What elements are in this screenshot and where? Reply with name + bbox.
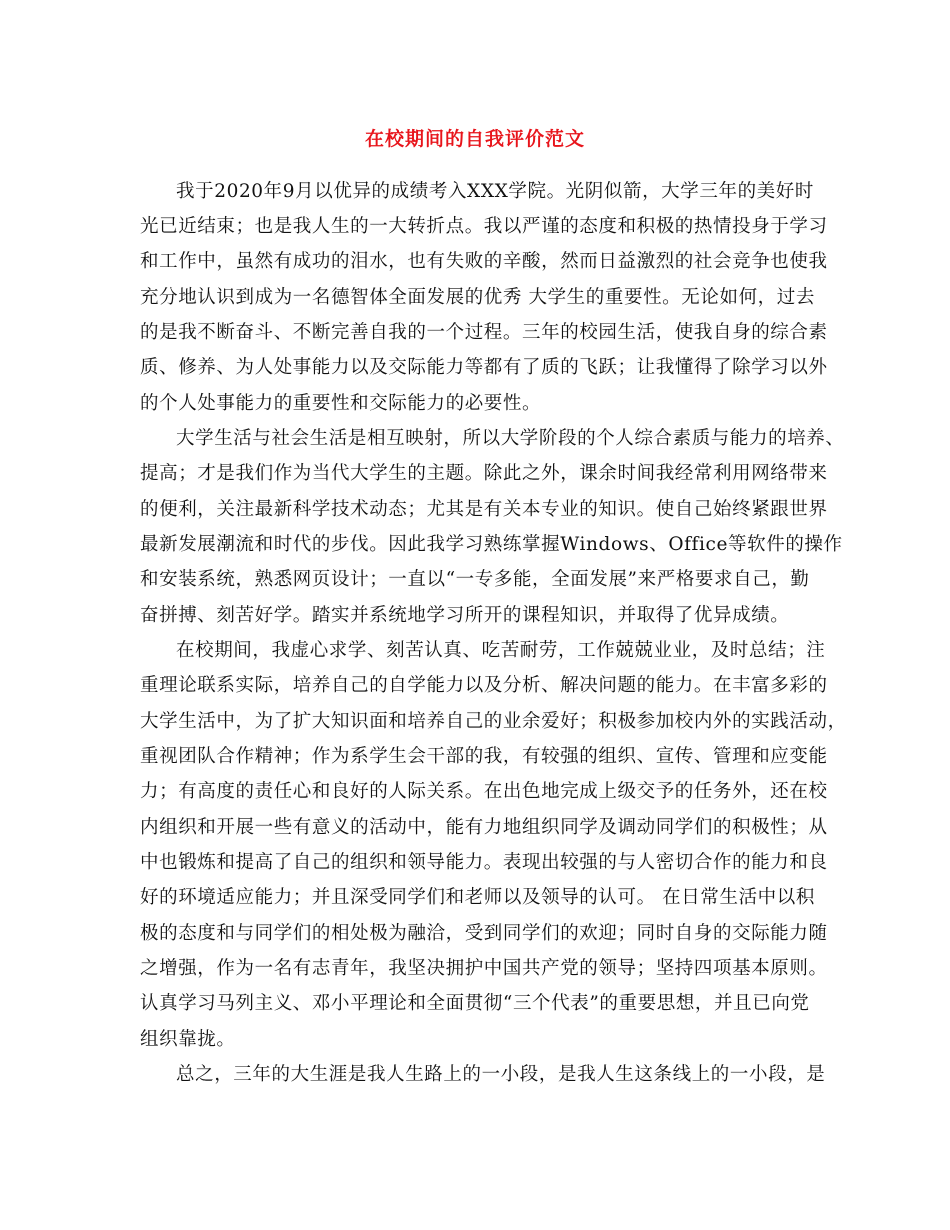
paragraph-3-line: 极的态度和与同学们的相处极为融洽，受到同学们的欢迎；同时自身的交际能力随 [140,923,828,944]
paragraph-1-line: 充分地认识到成为一名德智体全面发展的优秀 大学生的重要性。无论如何，过去 [140,287,815,308]
paragraph-2-line: 的便利，关注最新科学技术动态；尤其是有关本专业的知识。使自己始终紧跟世界 [140,499,828,520]
paragraph-1-line: 和工作中，虽然有成功的泪水，也有失败的辛酸，然而日益激烈的社会竞争也使我 [140,251,828,272]
paragraph-3-line: 之增强，作为一名有志青年，我坚决拥护中国共产党的领导；坚持四项基本原则。 [140,958,828,979]
paragraph-3-line: 中也锻炼和提高了自己的组织和领导能力。表现出较强的与人密切合作的能力和良 [140,852,828,873]
paragraph-3-line: 大学生活中，为了扩大知识面和培养自己的业余爱好；积极参加校内外的实践活动， [140,711,847,732]
paragraph-3-line: 重理论联系实际，培养自己的自学能力以及分析、解决问题的能力。在丰富多彩的 [140,675,828,696]
paragraph-1-line: 质、修养、为人处事能力以及交际能力等都有了质的飞跃；让我懂得了除学习以外 [140,357,828,378]
paragraph-1-line: 我于2020年9月以优异的成绩考入XXX学院。光阴似箭，大学三年的美好时 [176,181,814,202]
paragraph-2-line: 奋拼搏、刻苦好学。踏实并系统地学习所开的课程知识，并取得了优异成绩。 [140,605,790,626]
paragraph-3-line: 力；有高度的责任心和良好的人际关系。在出色地完成上级交予的任务外，还在校 [140,781,828,802]
paragraph-2-line: 大学生活与社会生活是相互映射，所以大学阶段的个人综合素质与能力的培养、 [176,428,845,449]
paragraph-4-line: 总之，三年的大生涯是我人生路上的一小段，是我人生这条线上的一小段，是 [176,1064,826,1085]
paragraph-3-line: 内组织和开展一些有意义的活动中，能有力地组织同学及调动同学们的积极性；从 [140,817,828,838]
paragraph-3-line: 认真学习马列主义、邓小平理论和全面贯彻“三个代表”的重要思想，并且已向党 [140,993,810,1014]
paragraph-3-line: 组织靠拢。 [140,1029,236,1050]
paragraph-3-line: 在校期间，我虚心求学、刻苦认真、吃苦耐劳，工作兢兢业业，及时总结；注 [176,640,826,661]
paragraph-1-line: 的个人处事能力的重要性和交际能力的必要性。 [140,393,542,414]
paragraph-3-line: 重视团队合作精神；作为系学生会干部的我，有较强的组织、宣传、管理和应变能 [140,746,828,767]
paragraph-1-line: 光已近结束；也是我人生的一大转折点。我以严谨的态度和积极的热情投身于学习 [140,216,828,237]
document-title: 在校期间的自我评价范文 [364,128,585,150]
paragraph-1-line: 的是我不断奋斗、不断完善自我的一个过程。三年的校园生活，使我自身的综合素 [140,322,828,343]
paragraph-3-line: 好的环境适应能力；并且深受同学们和老师以及领导的认可。 在日常生活中以积 [140,887,815,908]
paragraph-2-line: 最新发展潮流和时代的步伐。因此我学习熟练掌握Windows、Office等软件的操作 [140,534,843,555]
paragraph-2-line: 和安装系统，熟悉网页设计；一直以“一专多能，全面发展”来严格要求自己，勤 [140,569,810,590]
paragraph-2-line: 提高；才是我们作为当代大学生的主题。除此之外，课余时间我经常利用网络带来 [140,463,828,484]
